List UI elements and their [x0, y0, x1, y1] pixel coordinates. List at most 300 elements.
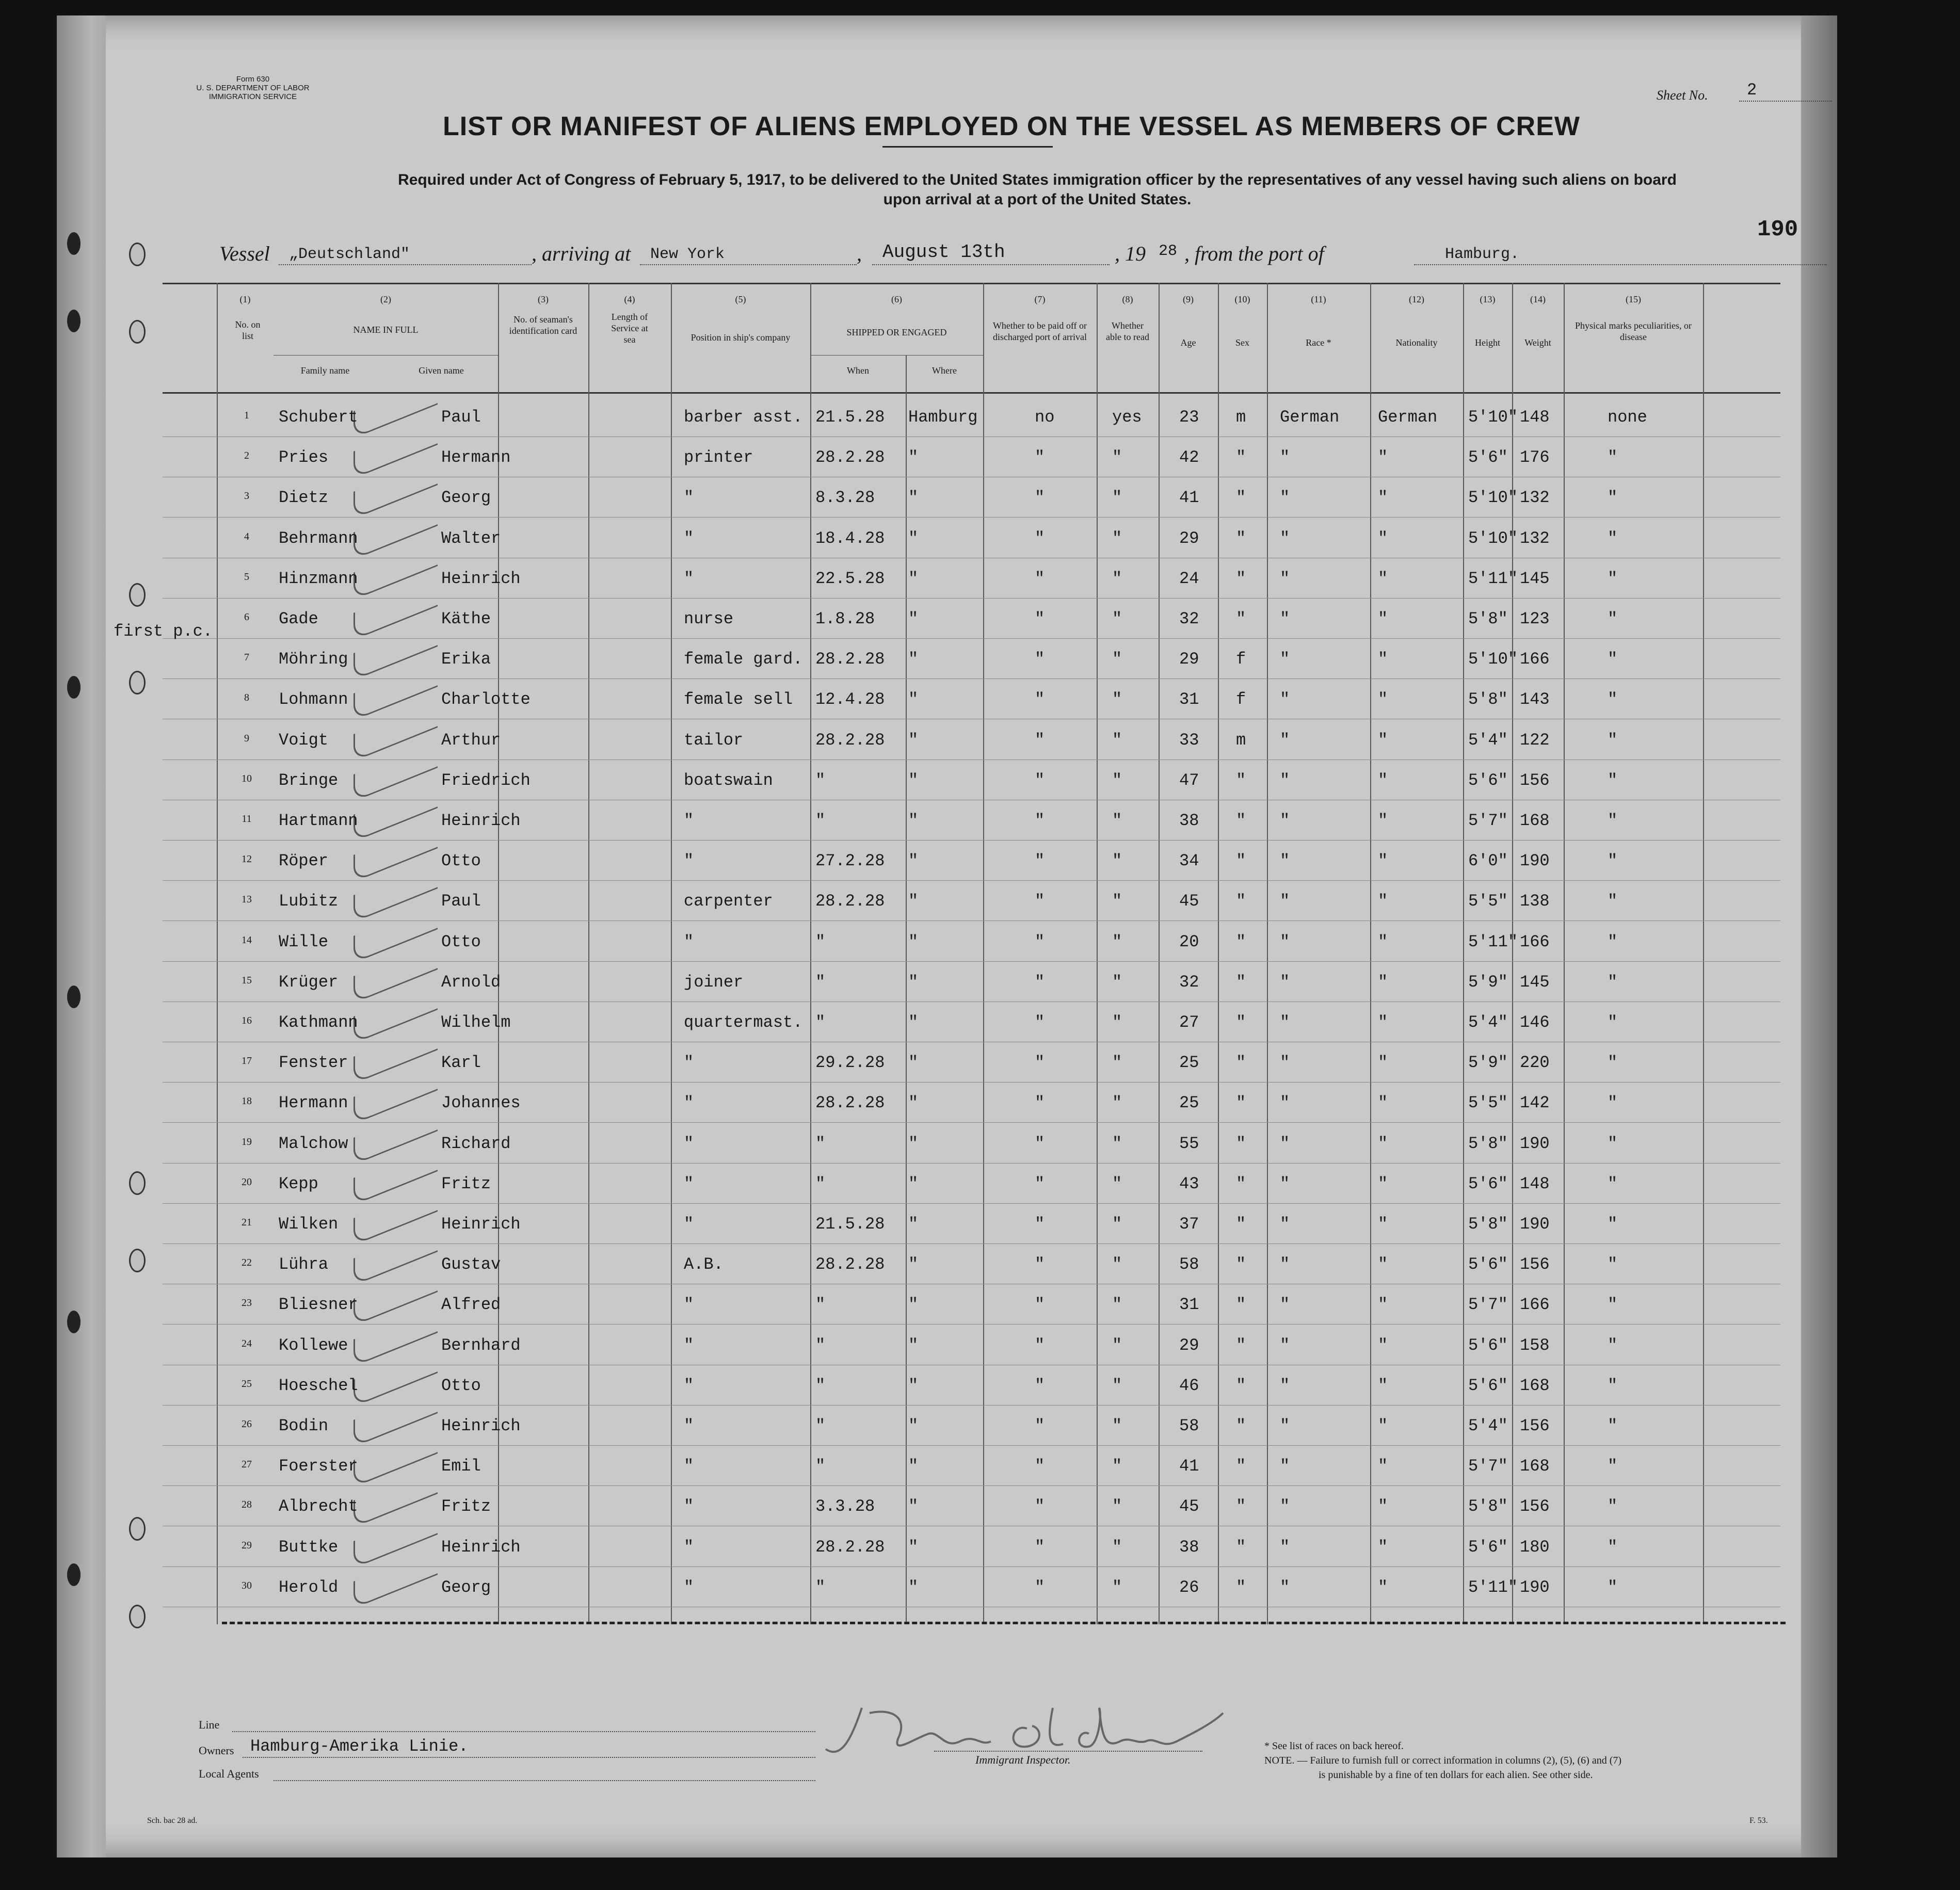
shipped-when: 1.8.28: [815, 609, 875, 628]
able-to-read: ": [1112, 972, 1122, 992]
physical-marks: ": [1608, 1295, 1618, 1315]
sex: ": [1236, 1457, 1246, 1476]
header-no-on-list: No. on list: [235, 319, 261, 341]
binding-hole: [67, 310, 81, 332]
height: 5'5": [1468, 892, 1508, 911]
nationality: ": [1378, 1134, 1388, 1153]
height: 5'10": [1468, 528, 1518, 548]
binding-edge: [57, 15, 106, 1857]
height: 5'8": [1468, 609, 1508, 628]
physical-marks: ": [1608, 1215, 1618, 1234]
header-where: Where: [932, 365, 957, 376]
race: ": [1280, 811, 1290, 830]
given-name: Friedrich: [441, 770, 531, 790]
nationality: ": [1378, 609, 1388, 628]
family-name: Lohmann: [279, 690, 348, 709]
shipped-where: ": [908, 650, 919, 669]
date-dotline: [872, 264, 1110, 265]
sex: m: [1236, 408, 1246, 427]
row-number: 22: [242, 1257, 252, 1269]
header-position: Position in ship's company: [690, 332, 791, 343]
family-name: Kepp: [279, 1174, 318, 1193]
race: ": [1280, 851, 1290, 871]
nationality: ": [1378, 1577, 1388, 1597]
family-name: Malchow: [279, 1134, 348, 1153]
shipped-when: 28.2.28: [815, 448, 885, 467]
height: 5'8": [1468, 1134, 1508, 1153]
sex: ": [1236, 1093, 1246, 1113]
shipped-when: ": [815, 1376, 826, 1395]
race: ": [1280, 1537, 1290, 1557]
col-num-6: (6): [891, 294, 902, 304]
height: 5'6": [1468, 770, 1508, 790]
able-to-read: ": [1112, 1215, 1122, 1234]
shipped-when: ": [815, 1335, 826, 1355]
position: ": [684, 1134, 694, 1153]
shipped-when: 28.2.28: [815, 730, 885, 750]
paid-off: ": [1035, 609, 1045, 628]
given-name: Heinrich: [441, 1537, 521, 1557]
vessel-label: Vessel: [219, 242, 270, 265]
paid-off: ": [1035, 528, 1045, 548]
shipped-when: 21.5.28: [815, 1215, 885, 1234]
row-number: 18: [242, 1095, 252, 1107]
nationality: ": [1378, 892, 1388, 911]
position: ": [684, 1376, 694, 1395]
row-number: 19: [242, 1136, 252, 1148]
paid-off: ": [1035, 730, 1045, 750]
nationality: ": [1378, 1255, 1388, 1274]
family-name: Hermann: [279, 1093, 348, 1113]
age: 31: [1179, 1295, 1199, 1315]
weight: 138: [1520, 892, 1550, 911]
col-num-15: (15): [1626, 294, 1641, 304]
age: 25: [1179, 1093, 1199, 1113]
page-title: LIST OR MANIFEST OF ALIENS EMPLOYED ON THE VESSEL AS MEMBERS OF CREW: [443, 111, 1580, 141]
nationality: ": [1378, 1497, 1388, 1516]
weight: 145: [1520, 972, 1550, 992]
physical-marks: ": [1608, 569, 1618, 588]
age: 32: [1179, 972, 1199, 992]
weight: 166: [1520, 932, 1550, 951]
col-num-11: (11): [1311, 294, 1326, 304]
row-number: 21: [242, 1217, 252, 1228]
nationality: ": [1378, 528, 1388, 548]
shipped-subrule: [810, 355, 983, 356]
race: ": [1280, 1376, 1290, 1395]
row-number: 29: [242, 1539, 252, 1551]
given-name: Paul: [441, 408, 481, 427]
shipped-where: ": [908, 528, 919, 548]
family-name: Möhring: [279, 650, 348, 669]
vessel-dotline: [279, 264, 532, 265]
height: 5'10": [1468, 408, 1518, 427]
header-age: Age: [1180, 337, 1196, 348]
shipped-where: ": [908, 892, 919, 911]
punch-ring: [129, 1249, 146, 1272]
shipped-where: ": [908, 1093, 919, 1113]
page-edge-shadow: [1801, 15, 1837, 1857]
position: barber asst.: [684, 408, 803, 427]
race: ": [1280, 1295, 1290, 1315]
nationality: ": [1378, 1416, 1388, 1435]
sex: ": [1236, 1053, 1246, 1073]
shipped-when: ": [815, 1134, 826, 1153]
age: 45: [1179, 1497, 1199, 1516]
age: 58: [1179, 1416, 1199, 1435]
weight: 123: [1520, 609, 1550, 628]
shipped-where: Hamburg: [908, 408, 978, 427]
height: 5'11": [1468, 569, 1518, 588]
sex: ": [1236, 1255, 1246, 1274]
paid-off: ": [1035, 1134, 1045, 1153]
age: 38: [1179, 1537, 1199, 1557]
shipped-where: ": [908, 1577, 919, 1597]
race: ": [1280, 1174, 1290, 1193]
form-info: [175, 75, 330, 101]
physical-marks: ": [1608, 892, 1618, 911]
physical-marks: ": [1608, 1577, 1618, 1597]
paid-off: ": [1035, 1215, 1045, 1234]
inspector-dotline: [934, 1751, 1202, 1752]
binding-hole: [67, 232, 81, 255]
paid-off: ": [1035, 932, 1045, 951]
weight: 190: [1520, 851, 1550, 871]
given-name: Wilhelm: [441, 1013, 511, 1032]
nationality: ": [1378, 730, 1388, 750]
weight: 158: [1520, 1335, 1550, 1355]
sex: ": [1236, 1577, 1246, 1597]
age: 47: [1179, 770, 1199, 790]
able-to-read: ": [1112, 1457, 1122, 1476]
physical-marks: ": [1608, 690, 1618, 709]
col-num-12: (12): [1409, 294, 1424, 304]
weight: 190: [1520, 1577, 1550, 1597]
given-name: Georg: [441, 1577, 491, 1597]
family-name: Schubert: [279, 408, 358, 427]
height: 5'6": [1468, 448, 1508, 467]
weight: 142: [1520, 1093, 1550, 1113]
height: 6'0": [1468, 851, 1508, 871]
age: 27: [1179, 1013, 1199, 1032]
col-num-7: (7): [1034, 294, 1046, 304]
height: 5'5": [1468, 1093, 1508, 1113]
year-prefix: , 19: [1115, 242, 1146, 265]
family-name: Krüger: [279, 972, 339, 992]
nationality: ": [1378, 1053, 1388, 1073]
family-name: Lubitz: [279, 892, 339, 911]
shipped-when: ": [815, 811, 826, 830]
physical-marks: ": [1608, 1376, 1618, 1395]
weight: 156: [1520, 1255, 1550, 1274]
age: 37: [1179, 1215, 1199, 1234]
given-name: Karl: [441, 1053, 481, 1073]
shipped-where: ": [908, 488, 919, 508]
sex: ": [1236, 851, 1246, 871]
shipped-when: 28.2.28: [815, 892, 885, 911]
races-note: * See list of races on back hereof.: [1264, 1740, 1404, 1752]
given-name: Heinrich: [441, 811, 521, 830]
given-name: Käthe: [441, 609, 491, 628]
height: 5'6": [1468, 1174, 1508, 1193]
nationality: ": [1378, 1335, 1388, 1355]
paid-off: ": [1035, 1013, 1045, 1032]
nationality: ": [1378, 650, 1388, 669]
family-name: Wille: [279, 932, 329, 951]
paid-off: ": [1035, 569, 1045, 588]
header-shipped: SHIPPED OR ENGAGED: [846, 327, 947, 337]
given-name: Paul: [441, 892, 481, 911]
age: 42: [1179, 448, 1199, 467]
paid-off: ": [1035, 1093, 1045, 1113]
position: tailor: [684, 730, 744, 750]
race: ": [1280, 488, 1290, 508]
row-number: 4: [244, 530, 249, 542]
department-name: U. S. DEPARTMENT OF LABOR: [196, 84, 310, 92]
position: ": [684, 1093, 694, 1113]
shipped-where: ": [908, 1416, 919, 1435]
row-number: 10: [242, 772, 252, 784]
able-to-read: ": [1112, 770, 1122, 790]
from-port-dotline: [1414, 264, 1827, 265]
sex: ": [1236, 609, 1246, 628]
nationality: ": [1378, 1215, 1388, 1234]
nationality: ": [1378, 1174, 1388, 1193]
paid-off: ": [1035, 1295, 1045, 1315]
weight: 122: [1520, 730, 1550, 750]
owners-dotline: [243, 1757, 815, 1758]
able-to-read: ": [1112, 1376, 1122, 1395]
weight: 156: [1520, 1497, 1550, 1516]
subtitle-line-1: Required under Act of Congress of February 5, 1917, to be delivered to the United States immigration officer by the representatives of any vessel having such aliens on board: [398, 171, 1677, 188]
shipped-when: 12.4.28: [815, 690, 885, 709]
race: ": [1280, 1457, 1290, 1476]
race: ": [1280, 1134, 1290, 1153]
sex: ": [1236, 1497, 1246, 1516]
shipped-when: ": [815, 972, 826, 992]
able-to-read: ": [1112, 1134, 1122, 1153]
position: ": [684, 932, 694, 951]
sheet-number: 2: [1747, 80, 1757, 100]
sex: ": [1236, 528, 1246, 548]
sex: ": [1236, 1174, 1246, 1193]
paid-off: ": [1035, 1537, 1045, 1557]
given-name: Heinrich: [441, 569, 521, 588]
position: carpenter: [684, 892, 773, 911]
physical-marks: ": [1608, 730, 1618, 750]
paid-off: ": [1035, 690, 1045, 709]
able-to-read: ": [1112, 892, 1122, 911]
weight: 132: [1520, 488, 1550, 508]
age: 26: [1179, 1577, 1199, 1597]
fine-note: NOTE. — Failure to furnish full or correct information in columns (2), (5), (6) and (7): [1264, 1755, 1622, 1766]
able-to-read: ": [1112, 528, 1122, 548]
header-race: Race *: [1306, 337, 1331, 348]
row-number: 15: [242, 974, 252, 986]
sex: ": [1236, 1295, 1246, 1315]
row-number: 11: [242, 813, 252, 825]
height: 5'6": [1468, 1255, 1508, 1274]
paid-off: ": [1035, 1376, 1045, 1395]
paid-off: ": [1035, 448, 1045, 467]
shipped-when: 29.2.28: [815, 1053, 885, 1073]
row-number: 1: [244, 410, 249, 421]
row-number: 14: [242, 934, 252, 946]
weight: 146: [1520, 1013, 1550, 1032]
weight: 145: [1520, 569, 1550, 588]
age: 24: [1179, 569, 1199, 588]
given-name: Georg: [441, 488, 491, 508]
physical-marks: ": [1608, 1335, 1618, 1355]
given-name: Gustav: [441, 1255, 501, 1274]
row-number: 6: [244, 611, 249, 623]
list-end-rule: [222, 1622, 1786, 1624]
sex: ": [1236, 932, 1246, 951]
shipped-where: ": [908, 811, 919, 830]
shipped-where: ": [908, 1013, 919, 1032]
nationality: ": [1378, 569, 1388, 588]
position: female sell: [684, 690, 793, 709]
paid-off: ": [1035, 1053, 1045, 1073]
shipped-where: ": [908, 1295, 919, 1315]
physical-marks: none: [1608, 408, 1647, 427]
row-number: 20: [242, 1176, 252, 1188]
paid-off: ": [1035, 1255, 1045, 1274]
position: ": [684, 811, 694, 830]
table-row: [163, 1568, 1780, 1608]
from-port-label: , from the port of: [1184, 242, 1324, 265]
shipped-when: ": [815, 1174, 826, 1193]
able-to-read: ": [1112, 1255, 1122, 1274]
vessel-name: „Deutschland": [289, 246, 410, 263]
binding-hole: [67, 676, 81, 699]
service-name: IMMIGRATION SERVICE: [208, 92, 297, 101]
race: German: [1280, 408, 1340, 427]
row-number: 17: [242, 1055, 252, 1067]
able-to-read: ": [1112, 932, 1122, 951]
race: ": [1280, 1093, 1290, 1113]
arriving-label: , arriving at: [532, 242, 631, 265]
physical-marks: ": [1608, 932, 1618, 951]
print-code: Sch. bac 28 ad.: [147, 1816, 198, 1825]
able-to-read: ": [1112, 730, 1122, 750]
physical-marks: ": [1608, 1416, 1618, 1435]
position: ": [684, 1295, 694, 1315]
row-number: 16: [242, 1015, 252, 1026]
header-physical-marks: Physical marks peculiarities, or disease: [1575, 320, 1692, 342]
row-number: 5: [244, 571, 249, 583]
physical-marks: ": [1608, 1134, 1618, 1153]
header-length-service: Length of Service at sea: [611, 312, 648, 345]
height: 5'6": [1468, 1537, 1508, 1557]
given-name: Arthur: [441, 730, 501, 750]
col-num-9: (9): [1183, 294, 1194, 304]
position: ": [684, 1497, 694, 1516]
physical-marks: ": [1608, 528, 1618, 548]
paid-off: ": [1035, 1497, 1045, 1516]
shipped-when: ": [815, 1416, 826, 1435]
title-underline: [882, 146, 1053, 148]
sex: f: [1236, 650, 1246, 669]
age: 41: [1179, 1457, 1199, 1476]
position: nurse: [684, 609, 734, 628]
shipped-when: 28.2.28: [815, 1093, 885, 1113]
shipped-where: ": [908, 448, 919, 467]
col-num-4: (4): [624, 294, 635, 304]
able-to-read: ": [1112, 851, 1122, 871]
family-name: Herold: [279, 1577, 339, 1597]
sex: ": [1236, 1134, 1246, 1153]
age: 58: [1179, 1255, 1199, 1274]
header-able-read: Whether able to read: [1106, 320, 1149, 342]
physical-marks: ": [1608, 1013, 1618, 1032]
col-num-14: (14): [1530, 294, 1546, 304]
row-number: 25: [242, 1378, 252, 1390]
shipped-where: ": [908, 1457, 919, 1476]
age: 29: [1179, 1335, 1199, 1355]
height: 5'4": [1468, 1013, 1508, 1032]
age: 32: [1179, 609, 1199, 628]
shipped-when: 22.5.28: [815, 569, 885, 588]
family-name: Fenster: [279, 1053, 348, 1073]
race: ": [1280, 1013, 1290, 1032]
physical-marks: ": [1608, 650, 1618, 669]
shipped-where: ": [908, 569, 919, 588]
weight: 148: [1520, 1174, 1550, 1193]
nationality: ": [1378, 1013, 1388, 1032]
punch-ring: [129, 243, 146, 266]
table-top-rule: [163, 283, 1780, 284]
row-number: 9: [244, 732, 249, 744]
age: 41: [1179, 488, 1199, 508]
owners-label: Owners: [199, 1744, 234, 1757]
position: female gard.: [684, 650, 803, 669]
able-to-read: ": [1112, 1053, 1122, 1073]
age: 38: [1179, 811, 1199, 830]
position: printer: [684, 448, 753, 467]
physical-marks: ": [1608, 448, 1618, 467]
position: ": [684, 1174, 694, 1193]
given-name: Emil: [441, 1457, 481, 1476]
family-name: Hinzmann: [279, 569, 358, 588]
header-given-name: Given name: [419, 365, 464, 376]
given-name: Fritz: [441, 1497, 491, 1516]
row-number: 30: [242, 1579, 252, 1591]
shipped-where: ": [908, 1174, 919, 1193]
weight: 143: [1520, 690, 1550, 709]
arriving-port: New York: [650, 246, 725, 263]
height: 5'8": [1468, 1497, 1508, 1516]
nationality: ": [1378, 851, 1388, 871]
able-to-read: ": [1112, 1537, 1122, 1557]
position: A.B.: [684, 1255, 724, 1274]
row-number: 27: [242, 1459, 252, 1471]
manifest-sheet: [57, 15, 1837, 1857]
header-when: When: [847, 365, 869, 376]
height: 5'7": [1468, 811, 1508, 830]
punch-ring: [129, 671, 146, 694]
able-to-read: yes: [1112, 408, 1142, 427]
able-to-read: ": [1112, 448, 1122, 467]
shipped-when: 28.2.28: [815, 1255, 885, 1274]
able-to-read: ": [1112, 1174, 1122, 1193]
punch-ring: [129, 583, 146, 607]
paid-off: ": [1035, 1416, 1045, 1435]
row-number: 24: [242, 1337, 252, 1349]
family-name: Kollewe: [279, 1335, 348, 1355]
sex: ": [1236, 1416, 1246, 1435]
height: 5'9": [1468, 1053, 1508, 1073]
